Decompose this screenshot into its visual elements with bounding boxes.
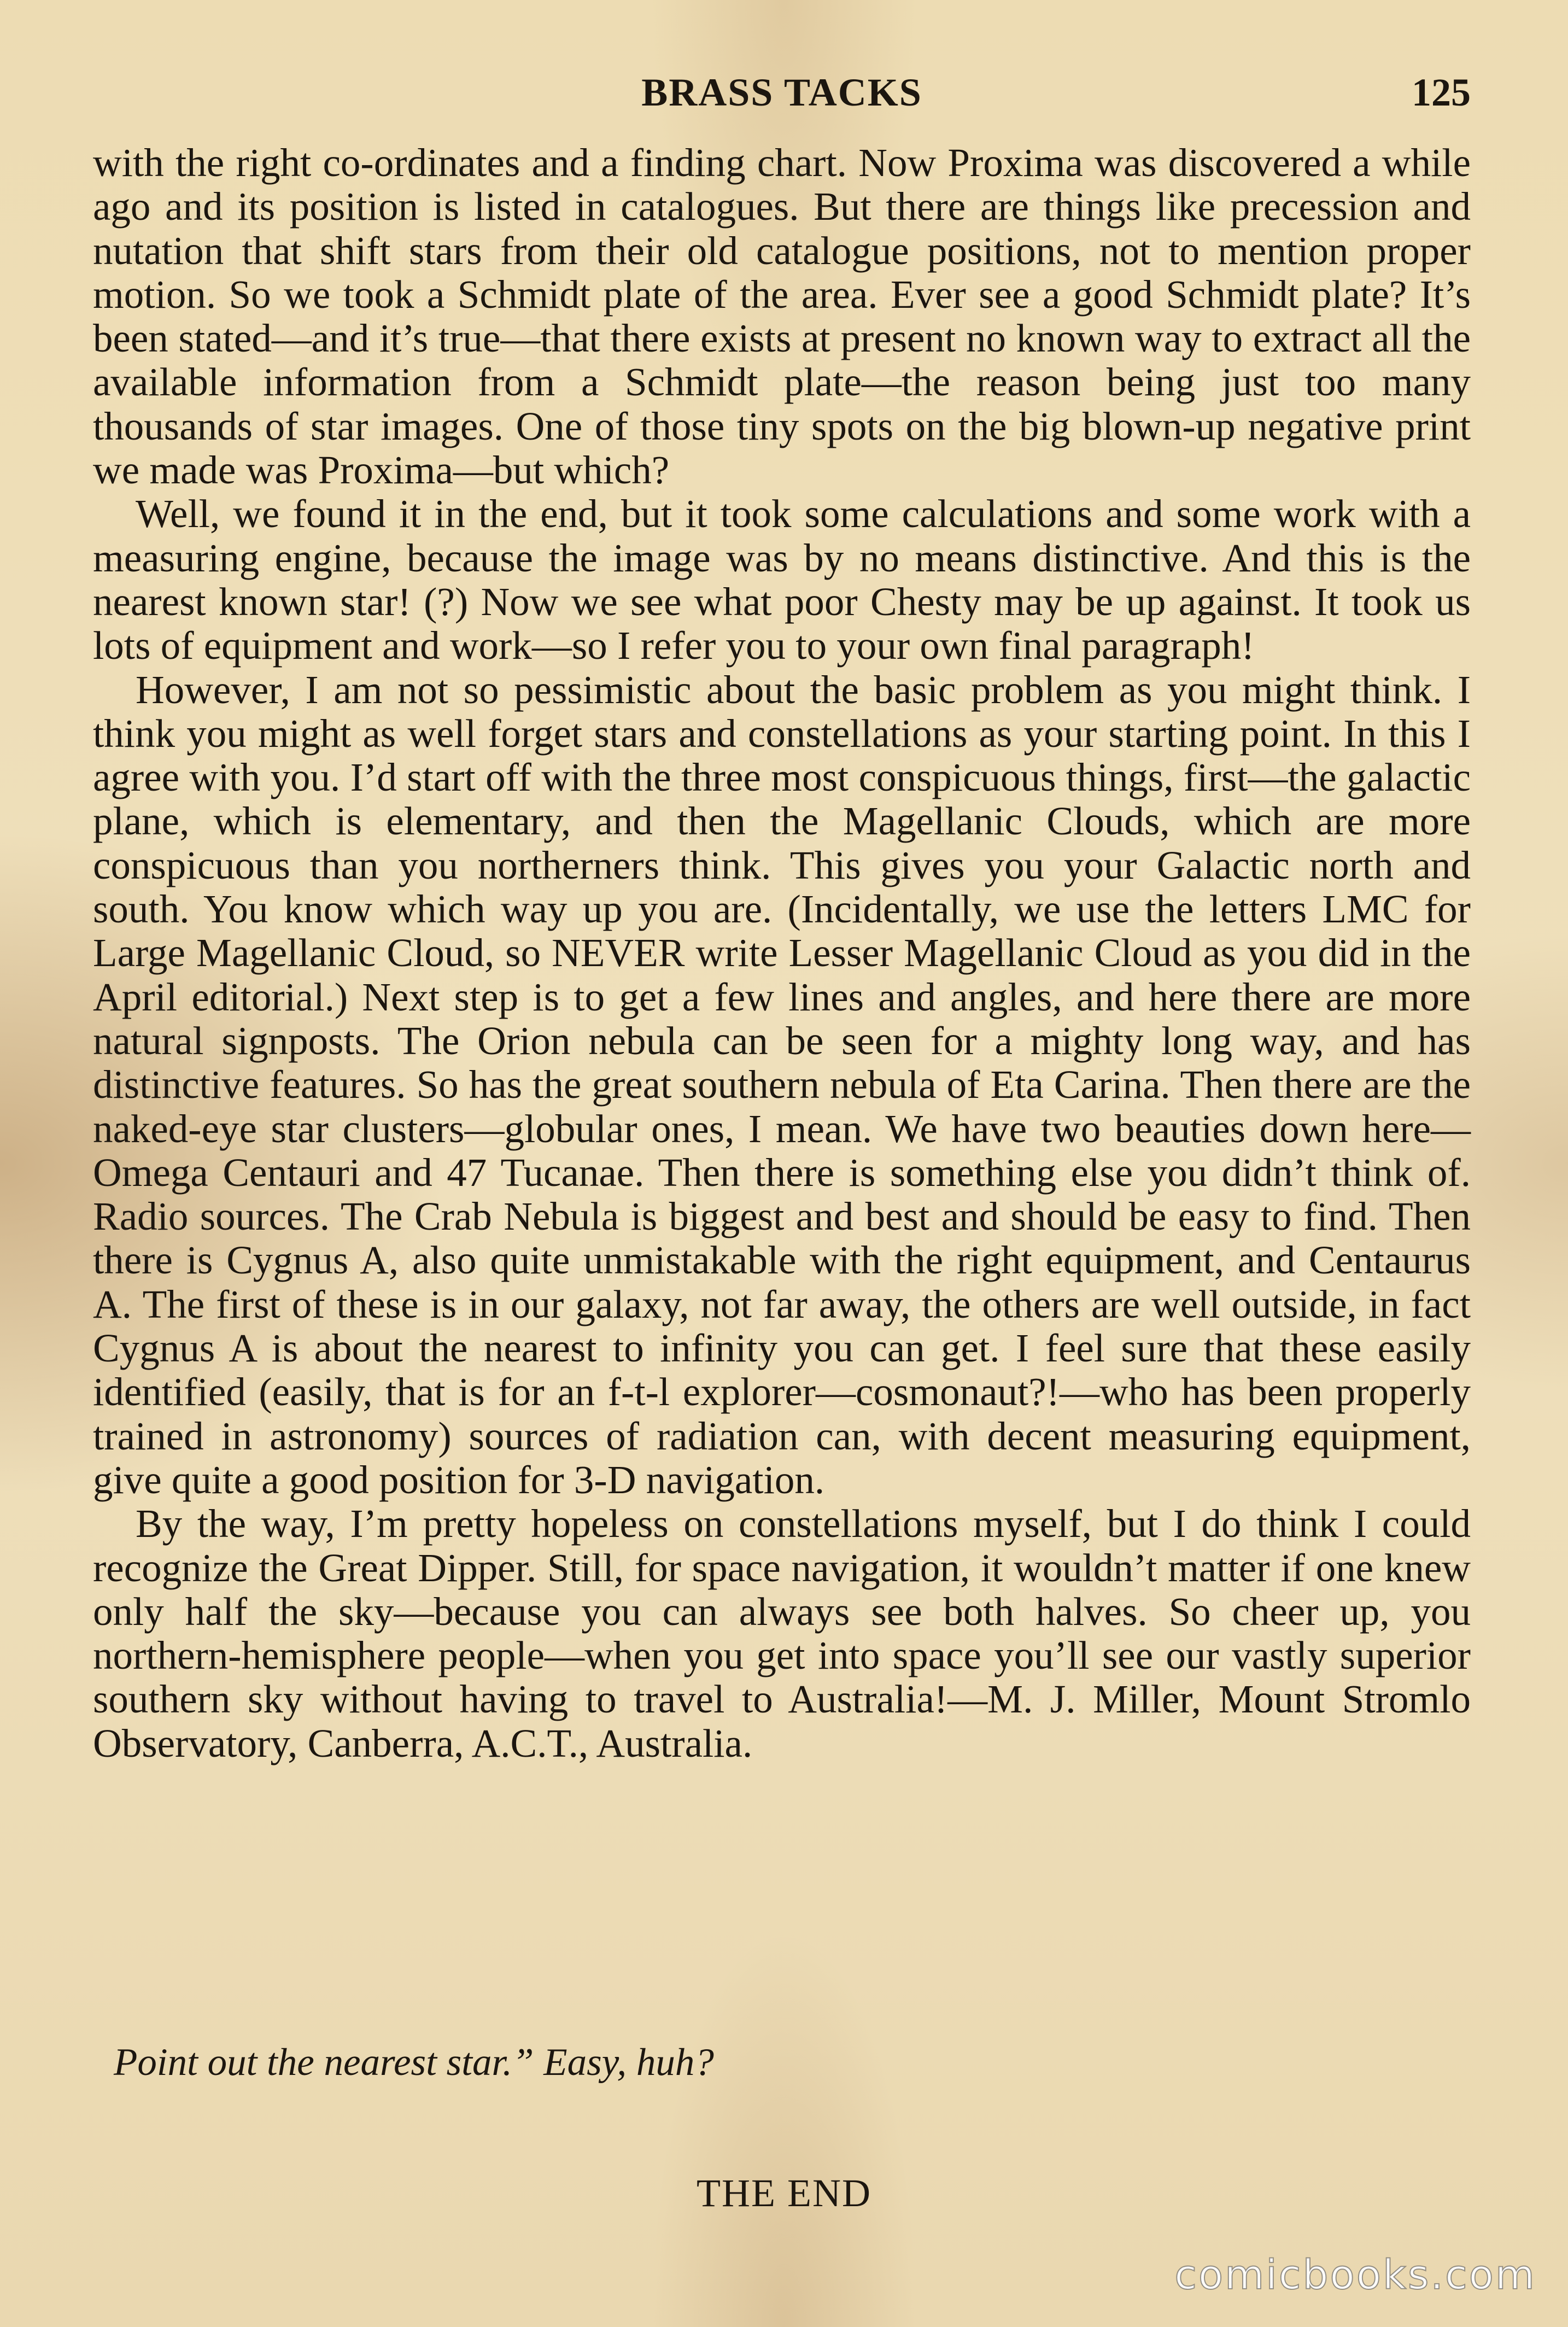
closing-line: Point out the nearest star.” Easy, huh? (114, 2041, 714, 2084)
paragraph-2: Well, we found it in the end, but it took some calculations and some work with a measuring engine, because the image was by no means distinctive. And this is the nearest known star! (?) Now we see what poor Chesty may be up against. It took us lots of equipment and work—so I refer you to your own final paragraph! (93, 492, 1471, 668)
running-head (93, 70, 1471, 119)
end-mark: THE END (697, 2171, 871, 2215)
paragraph-3: However, I am not so pessimistic about the basic problem as you might think. I think you might as well forget stars and constellations as your starting point. In this I agree with you. I’d start off with the three most conspicuous things, first—the galactic plane, which is elementary, and then the Magellanic Clouds, which are more conspicuous than you northerners think. This gives you your Galactic north and south. You know which way up you are. (Incidentally, we use the letters LMC for Large Magellanic Cloud, so NEVER write Lesser Magellanic Cloud as you did in the April editorial.) Next step is to get a few lines and angles, and here there are more natural signposts. The Orion nebula can be seen for a mighty long way, and has distinctive features. So has the great southern nebula of Eta Carina. Then there are the naked-eye star clusters—globular ones, I mean. We have two beauties down here—Omega Centauri and 47 Tucanae. Then there is something else you didn’t think of. Radio sources. The Crab Nebula is biggest and best and should be easy to find. Then there is Cygnus A, also quite unmistakable with the right equipment, and Centaurus A. The first of these is in our galaxy, not far away, the others are well outside, in fact Cygnus A is about the nearest to infinity you can get. I feel sure that these easily identified (easily, that is for an f-t-l explorer—cosmonaut?!—who has been properly trained in astronomy) sources of radiation can, with decent measuring equipment, give quite a good position for 3-D navigation. (93, 667, 1471, 1502)
paragraph-4: By the way, I’m pretty hopeless on constellations myself, but I do think I could recognize the Great Dipper. Still, for space navigation, it wouldn’t matter if one knew only half the sky—because you can always see both halves. So cheer up, you northern-hemisphere people—when you get into space you’ll see our vastly superior southern sky without having to travel to Australia!—M. J. Miller, Mount Stromlo Observatory, Canberra, A.C.T., Australia. (93, 1501, 1471, 1765)
running-title: BRASS TACKS (641, 71, 922, 114)
watermark: comicbooks.com (1174, 2252, 1536, 2299)
body-text (93, 141, 1471, 1765)
page-number: 125 (1412, 71, 1471, 114)
paragraph-1: with the right co-ordinates and a finding chart. Now Proxima was discovered a while ago and its position is listed in catalogues. But there are things like precession and nutation that shift stars from their old catalogue positions, not to mention proper motion. So we took a Schmidt plate of the area. Ever see a good Schmidt plate? It’s been stated—and it’s true—that there exists at present no known way to extract all the available information from a Schmidt plate—the reason being just too many thousands of star images. One of those tiny spots on the big blown-up negative print we made was Proxima—but which? (93, 141, 1471, 493)
